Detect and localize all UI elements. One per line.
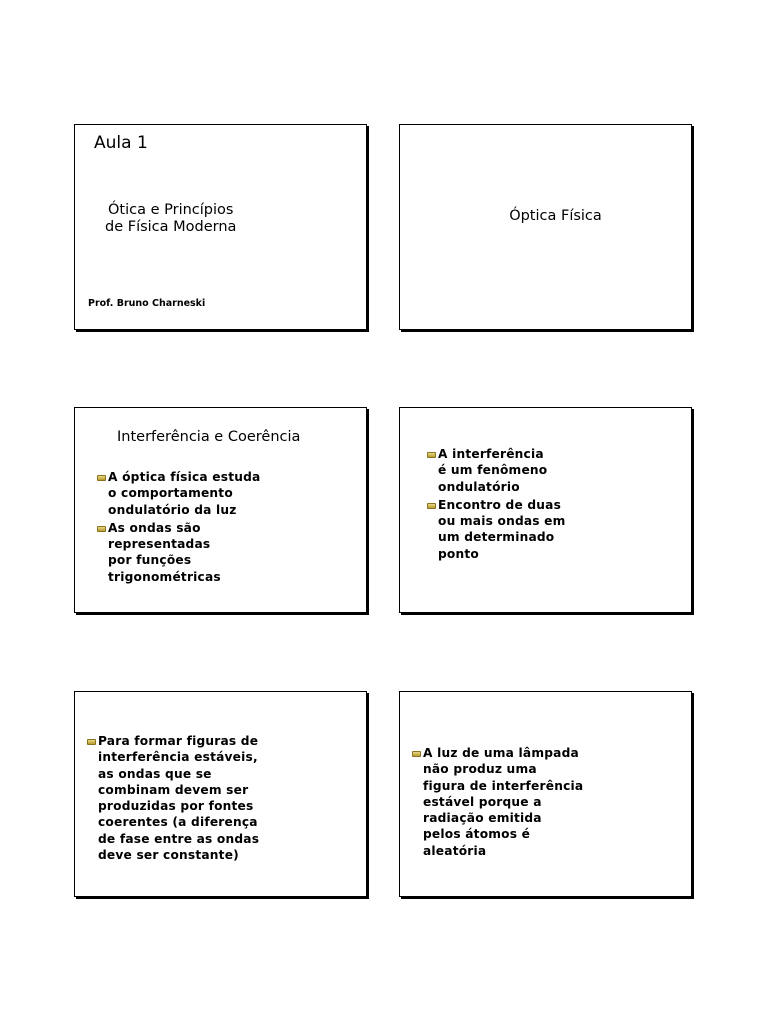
slide-6 — [399, 691, 692, 897]
bullet-line: representadas — [108, 537, 211, 552]
slide-title: Interferência e Coerência — [117, 429, 301, 445]
bullet-bar-icon — [97, 475, 106, 481]
bullet-line: o comportamento — [108, 486, 233, 501]
bullet-bar-icon — [427, 452, 436, 458]
bullet-item — [87, 733, 259, 863]
bullet-line: As ondas são — [108, 520, 201, 535]
bullet-line: interferência estáveis, — [98, 750, 258, 765]
bullet-list — [412, 745, 583, 861]
slide-1 — [74, 124, 367, 330]
bullet-line: produzidas por fontes — [98, 799, 254, 814]
bullet-item — [427, 446, 566, 495]
section-title: Óptica Física — [509, 208, 602, 224]
bullet-line: de fase entre as ondas — [98, 831, 260, 846]
bullet-bar-icon — [87, 739, 96, 745]
bullet-line: deve ser constante) — [98, 848, 239, 863]
slide-4 — [399, 407, 692, 613]
bullet-line: não produz uma — [423, 762, 537, 777]
bullet-line: ondulatório — [438, 479, 520, 494]
bullet-list — [87, 733, 259, 865]
slide-5 — [74, 691, 367, 897]
bullet-item — [97, 520, 260, 585]
bullet-line: aleatória — [423, 843, 487, 858]
bullet-bar-icon — [427, 503, 436, 509]
author-name: Prof. Bruno Charneski — [88, 298, 206, 309]
bullet-item — [427, 497, 566, 562]
bullet-line: pelos átomos é — [423, 827, 531, 842]
bullet-line: A óptica física estuda — [108, 470, 261, 484]
bullet-line: ponto — [438, 546, 479, 561]
bullet-line: radiação emitida — [423, 811, 542, 826]
bullet-line: combinam devem ser — [98, 782, 249, 797]
subtitle-line: de Física Moderna — [105, 219, 237, 235]
bullet-line: Encontro de duas — [438, 497, 562, 512]
bullet-line: coerentes (a diferença — [98, 815, 258, 830]
slide-2 — [399, 124, 692, 330]
bullet-list — [427, 446, 566, 564]
bullet-line: é um fenômeno — [438, 463, 548, 478]
subtitle-line: Ótica e Princípios — [108, 202, 234, 218]
bullet-line: as ondas que se — [98, 766, 212, 781]
slide-subtitle — [105, 202, 236, 236]
bullet-line: por funções — [108, 553, 192, 568]
slide-3 — [74, 407, 367, 613]
bullet-line: trigonométricas — [108, 569, 221, 584]
bullet-list — [97, 469, 260, 587]
bullet-line: A interferência — [438, 447, 544, 461]
bullet-line: um determinado — [438, 530, 555, 545]
bullet-line: ou mais ondas em — [438, 514, 566, 529]
bullet-line: Para formar figuras de — [98, 734, 259, 748]
bullet-line: figura de interferência — [423, 778, 584, 793]
slide-title: Aula 1 — [94, 133, 148, 153]
bullet-item — [97, 469, 260, 518]
bullet-bar-icon — [412, 751, 421, 757]
bullet-line: ondulatório da luz — [108, 502, 237, 517]
bullet-line: estável porque a — [423, 794, 542, 809]
bullet-line: A luz de uma lâmpada — [423, 746, 579, 760]
bullet-item — [412, 745, 583, 859]
bullet-bar-icon — [97, 526, 106, 532]
